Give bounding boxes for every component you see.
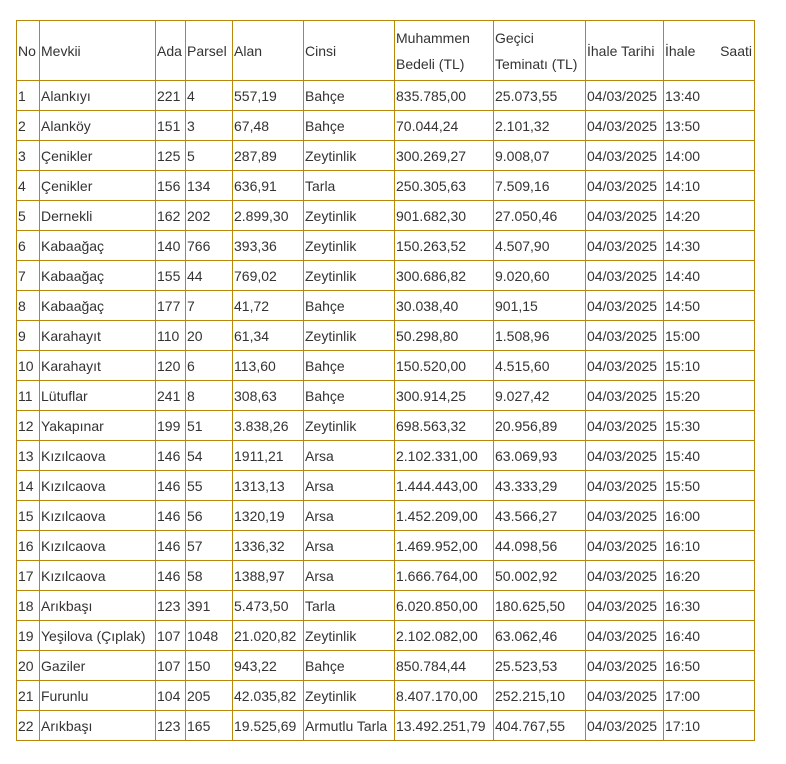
- cell-cinsi: Zeytinlik: [304, 321, 395, 351]
- cell-ada: 120: [156, 351, 186, 381]
- table-row: [17, 291, 755, 321]
- table-row: [17, 201, 755, 231]
- header-ihale-tarihi: İhale Tarihi: [586, 21, 664, 81]
- table-row: [17, 501, 755, 531]
- cell-alan: 308,63: [233, 381, 304, 411]
- cell-mevkii: Alanköy: [40, 111, 156, 141]
- cell-mevkii: Arıkbaşı: [40, 591, 156, 621]
- cell-mevkii: Kızılcaova: [40, 441, 156, 471]
- cell-no: 10: [17, 351, 40, 381]
- cell-no: 17: [17, 561, 40, 591]
- cell-ada: 241: [156, 381, 186, 411]
- cell-alan: 393,36: [233, 231, 304, 261]
- table-row: [17, 171, 755, 201]
- cell-ihale-tarihi: 04/03/2025: [586, 351, 664, 381]
- cell-parsel: 7: [186, 291, 233, 321]
- cell-ada: 151: [156, 111, 186, 141]
- cell-ihale-saati: 16:50: [664, 651, 755, 681]
- cell-cinsi: Arsa: [304, 561, 395, 591]
- cell-cinsi: Bahçe: [304, 381, 395, 411]
- cell-ada: 162: [156, 201, 186, 231]
- cell-cinsi: Zeytinlik: [304, 231, 395, 261]
- cell-gecici-teminati: 63.062,46: [494, 621, 586, 651]
- cell-no: 12: [17, 411, 40, 441]
- cell-parsel: 5: [186, 141, 233, 171]
- cell-gecici-teminati: 44.098,56: [494, 531, 586, 561]
- cell-muhammen-bedeli: 2.102.331,00: [395, 441, 494, 471]
- cell-mevkii: Karahayıt: [40, 351, 156, 381]
- table-row: [17, 591, 755, 621]
- cell-cinsi: Bahçe: [304, 651, 395, 681]
- cell-mevkii: Kabaağaç: [40, 231, 156, 261]
- table-row: [17, 111, 755, 141]
- cell-ada: 146: [156, 531, 186, 561]
- cell-ihale-tarihi: 04/03/2025: [586, 591, 664, 621]
- cell-ihale-saati: 15:40: [664, 441, 755, 471]
- header-cinsi: Cinsi: [304, 21, 395, 81]
- cell-ihale-tarihi: 04/03/2025: [586, 111, 664, 141]
- cell-gecici-teminati: 50.002,92: [494, 561, 586, 591]
- cell-parsel: 202: [186, 201, 233, 231]
- cell-cinsi: Zeytinlik: [304, 201, 395, 231]
- cell-ihale-tarihi: 04/03/2025: [586, 651, 664, 681]
- cell-ihale-saati: 16:30: [664, 591, 755, 621]
- cell-alan: 61,34: [233, 321, 304, 351]
- cell-mevkii: Kızılcaova: [40, 471, 156, 501]
- header-no: No: [17, 21, 40, 81]
- cell-cinsi: Arsa: [304, 531, 395, 561]
- cell-ihale-tarihi: 04/03/2025: [586, 81, 664, 111]
- cell-ihale-saati: 14:50: [664, 291, 755, 321]
- table-row: [17, 141, 755, 171]
- header-gecici-teminati: [494, 21, 586, 81]
- cell-ihale-saati: 14:10: [664, 171, 755, 201]
- cell-mevkii: Alankıyı: [40, 81, 156, 111]
- table-row: [17, 681, 755, 711]
- cell-no: 9: [17, 321, 40, 351]
- cell-ihale-saati: 15:20: [664, 381, 755, 411]
- cell-mevkii: Kabaağaç: [40, 261, 156, 291]
- cell-parsel: 56: [186, 501, 233, 531]
- cell-ihale-tarihi: 04/03/2025: [586, 171, 664, 201]
- cell-gecici-teminati: 27.050,46: [494, 201, 586, 231]
- cell-ada: 107: [156, 651, 186, 681]
- cell-alan: 557,19: [233, 81, 304, 111]
- cell-muhammen-bedeli: 901.682,30: [395, 201, 494, 231]
- table-row: [17, 321, 755, 351]
- table-row: [17, 561, 755, 591]
- cell-mevkii: Yeşilova (Çıplak): [40, 621, 156, 651]
- cell-gecici-teminati: 9.008,07: [494, 141, 586, 171]
- cell-muhammen-bedeli: 250.305,63: [395, 171, 494, 201]
- cell-alan: 1388,97: [233, 561, 304, 591]
- table-header-row: [17, 21, 755, 81]
- cell-no: 13: [17, 441, 40, 471]
- cell-parsel: 20: [186, 321, 233, 351]
- table-row: [17, 381, 755, 411]
- cell-parsel: 6: [186, 351, 233, 381]
- cell-gecici-teminati: 43.566,27: [494, 501, 586, 531]
- table-row: [17, 411, 755, 441]
- cell-cinsi: Arsa: [304, 471, 395, 501]
- cell-no: 5: [17, 201, 40, 231]
- cell-parsel: 57: [186, 531, 233, 561]
- cell-parsel: 165: [186, 711, 233, 741]
- cell-gecici-teminati: 404.767,55: [494, 711, 586, 741]
- cell-gecici-teminati: 43.333,29: [494, 471, 586, 501]
- cell-gecici-teminati: 4.515,60: [494, 351, 586, 381]
- cell-muhammen-bedeli: 1.666.764,00: [395, 561, 494, 591]
- cell-ada: 221: [156, 81, 186, 111]
- cell-ihale-saati: 14:30: [664, 231, 755, 261]
- header-parsel: Parsel: [186, 21, 233, 81]
- cell-alan: 21.020,82: [233, 621, 304, 651]
- cell-mevkii: Kızılcaova: [40, 531, 156, 561]
- cell-ihale-saati: 16:10: [664, 531, 755, 561]
- cell-alan: 1320,19: [233, 501, 304, 531]
- cell-parsel: 134: [186, 171, 233, 201]
- cell-no: 7: [17, 261, 40, 291]
- cell-gecici-teminati: 9.020,60: [494, 261, 586, 291]
- cell-muhammen-bedeli: 300.914,25: [395, 381, 494, 411]
- cell-muhammen-bedeli: 1.469.952,00: [395, 531, 494, 561]
- cell-no: 3: [17, 141, 40, 171]
- cell-gecici-teminati: 25.073,55: [494, 81, 586, 111]
- cell-ada: 146: [156, 561, 186, 591]
- cell-mevkii: Arıkbaşı: [40, 711, 156, 741]
- cell-no: 20: [17, 651, 40, 681]
- cell-ihale-saati: 13:50: [664, 111, 755, 141]
- cell-parsel: 391: [186, 591, 233, 621]
- cell-cinsi: Bahçe: [304, 81, 395, 111]
- cell-ada: 155: [156, 261, 186, 291]
- cell-ihale-saati: 15:00: [664, 321, 755, 351]
- cell-alan: 287,89: [233, 141, 304, 171]
- cell-cinsi: Tarla: [304, 591, 395, 621]
- cell-alan: 5.473,50: [233, 591, 304, 621]
- cell-parsel: 205: [186, 681, 233, 711]
- cell-alan: 113,60: [233, 351, 304, 381]
- cell-muhammen-bedeli: 70.044,24: [395, 111, 494, 141]
- table-row: [17, 351, 755, 381]
- cell-ihale-saati: 14:40: [664, 261, 755, 291]
- cell-parsel: 766: [186, 231, 233, 261]
- cell-no: 1: [17, 81, 40, 111]
- cell-ada: 156: [156, 171, 186, 201]
- cell-cinsi: Bahçe: [304, 291, 395, 321]
- cell-mevkii: Gaziler: [40, 651, 156, 681]
- cell-ihale-tarihi: 04/03/2025: [586, 711, 664, 741]
- cell-ihale-saati: 13:40: [664, 81, 755, 111]
- cell-muhammen-bedeli: 8.407.170,00: [395, 681, 494, 711]
- cell-ada: 110: [156, 321, 186, 351]
- cell-mevkii: Karahayıt: [40, 321, 156, 351]
- header-mevkii: Mevkii: [40, 21, 156, 81]
- cell-cinsi: Zeytinlik: [304, 411, 395, 441]
- cell-muhammen-bedeli: 30.038,40: [395, 291, 494, 321]
- cell-alan: 3.838,26: [233, 411, 304, 441]
- table-row: [17, 651, 755, 681]
- cell-muhammen-bedeli: 50.298,80: [395, 321, 494, 351]
- cell-parsel: 44: [186, 261, 233, 291]
- cell-cinsi: Zeytinlik: [304, 141, 395, 171]
- cell-gecici-teminati: 25.523,53: [494, 651, 586, 681]
- cell-alan: 1911,21: [233, 441, 304, 471]
- cell-gecici-teminati: 63.069,93: [494, 441, 586, 471]
- table-row: [17, 231, 755, 261]
- header-saati-line2: Saati: [720, 42, 752, 59]
- cell-mevkii: Dernekli: [40, 201, 156, 231]
- cell-ihale-tarihi: 04/03/2025: [586, 441, 664, 471]
- cell-ada: 125: [156, 141, 186, 171]
- cell-no: 2: [17, 111, 40, 141]
- cell-ihale-tarihi: 04/03/2025: [586, 621, 664, 651]
- cell-cinsi: Zeytinlik: [304, 681, 395, 711]
- header-muhammen-line2: Bedeli (TL): [396, 55, 465, 72]
- header-muhammen-bedeli: [395, 21, 494, 81]
- cell-ihale-tarihi: 04/03/2025: [586, 141, 664, 171]
- cell-alan: 67,48: [233, 111, 304, 141]
- cell-ihale-saati: 15:10: [664, 351, 755, 381]
- cell-cinsi: Zeytinlik: [304, 621, 395, 651]
- header-gecici-line1: Geçici: [495, 29, 534, 46]
- cell-alan: 41,72: [233, 291, 304, 321]
- cell-ihale-tarihi: 04/03/2025: [586, 471, 664, 501]
- cell-alan: 42.035,82: [233, 681, 304, 711]
- cell-ihale-tarihi: 04/03/2025: [586, 231, 664, 261]
- cell-cinsi: Arsa: [304, 501, 395, 531]
- cell-cinsi: Arsa: [304, 441, 395, 471]
- header-saati-line1: İhale: [665, 42, 696, 59]
- table-row: [17, 531, 755, 561]
- cell-ihale-saati: 16:00: [664, 501, 755, 531]
- table-row: [17, 711, 755, 741]
- cell-cinsi: Zeytinlik: [304, 261, 395, 291]
- cell-gecici-teminati: 1.508,96: [494, 321, 586, 351]
- cell-ihale-tarihi: 04/03/2025: [586, 561, 664, 591]
- table-row: [17, 81, 755, 111]
- cell-muhammen-bedeli: 850.784,44: [395, 651, 494, 681]
- cell-ihale-tarihi: 04/03/2025: [586, 201, 664, 231]
- auction-table: [16, 20, 755, 741]
- cell-ihale-tarihi: 04/03/2025: [586, 321, 664, 351]
- cell-ada: 104: [156, 681, 186, 711]
- cell-parsel: 55: [186, 471, 233, 501]
- cell-mevkii: Lütuflar: [40, 381, 156, 411]
- cell-muhammen-bedeli: 1.444.443,00: [395, 471, 494, 501]
- cell-ihale-saati: 16:20: [664, 561, 755, 591]
- cell-muhammen-bedeli: 835.785,00: [395, 81, 494, 111]
- table-body: [17, 81, 755, 741]
- cell-mevkii: Çenikler: [40, 141, 156, 171]
- cell-ada: 123: [156, 591, 186, 621]
- cell-parsel: 150: [186, 651, 233, 681]
- cell-no: 18: [17, 591, 40, 621]
- cell-mevkii: Furunlu: [40, 681, 156, 711]
- cell-muhammen-bedeli: 150.263,52: [395, 231, 494, 261]
- cell-no: 14: [17, 471, 40, 501]
- cell-parsel: 54: [186, 441, 233, 471]
- cell-muhammen-bedeli: 300.269,27: [395, 141, 494, 171]
- cell-ada: 123: [156, 711, 186, 741]
- cell-ada: 107: [156, 621, 186, 651]
- cell-alan: 636,91: [233, 171, 304, 201]
- cell-alan: 769,02: [233, 261, 304, 291]
- cell-ihale-saati: 15:50: [664, 471, 755, 501]
- cell-gecici-teminati: 20.956,89: [494, 411, 586, 441]
- cell-gecici-teminati: 901,15: [494, 291, 586, 321]
- cell-no: 11: [17, 381, 40, 411]
- cell-no: 8: [17, 291, 40, 321]
- cell-alan: 1336,32: [233, 531, 304, 561]
- cell-gecici-teminati: 180.625,50: [494, 591, 586, 621]
- cell-muhammen-bedeli: 698.563,32: [395, 411, 494, 441]
- cell-mevkii: Kabaağaç: [40, 291, 156, 321]
- auction-table-container: [16, 20, 755, 741]
- cell-mevkii: Kızılcaova: [40, 561, 156, 591]
- cell-ihale-tarihi: 04/03/2025: [586, 681, 664, 711]
- header-gecici-line2: Teminatı (TL): [495, 55, 578, 72]
- cell-ihale-tarihi: 04/03/2025: [586, 531, 664, 561]
- cell-no: 21: [17, 681, 40, 711]
- cell-parsel: 8: [186, 381, 233, 411]
- header-muhammen-line1: Muhammen: [396, 29, 470, 46]
- table-row: [17, 621, 755, 651]
- cell-ada: 140: [156, 231, 186, 261]
- cell-gecici-teminati: 2.101,32: [494, 111, 586, 141]
- cell-parsel: 1048: [186, 621, 233, 651]
- cell-gecici-teminati: 4.507,90: [494, 231, 586, 261]
- cell-parsel: 4: [186, 81, 233, 111]
- cell-gecici-teminati: 9.027,42: [494, 381, 586, 411]
- cell-muhammen-bedeli: 150.520,00: [395, 351, 494, 381]
- cell-alan: 19.525,69: [233, 711, 304, 741]
- header-ihale-saati: [664, 21, 755, 81]
- cell-gecici-teminati: 252.215,10: [494, 681, 586, 711]
- cell-ihale-saati: 17:10: [664, 711, 755, 741]
- cell-alan: 943,22: [233, 651, 304, 681]
- cell-mevkii: Yakapınar: [40, 411, 156, 441]
- cell-cinsi: Tarla: [304, 171, 395, 201]
- cell-alan: 2.899,30: [233, 201, 304, 231]
- header-ada: Ada: [156, 21, 186, 81]
- cell-ihale-saati: 15:30: [664, 411, 755, 441]
- cell-no: 6: [17, 231, 40, 261]
- cell-no: 16: [17, 531, 40, 561]
- cell-ihale-saati: 16:40: [664, 621, 755, 651]
- cell-muhammen-bedeli: 2.102.082,00: [395, 621, 494, 651]
- cell-parsel: 51: [186, 411, 233, 441]
- cell-parsel: 3: [186, 111, 233, 141]
- cell-no: 15: [17, 501, 40, 531]
- header-alan: Alan: [233, 21, 304, 81]
- cell-ada: 199: [156, 411, 186, 441]
- cell-cinsi: Bahçe: [304, 111, 395, 141]
- cell-gecici-teminati: 7.509,16: [494, 171, 586, 201]
- cell-parsel: 58: [186, 561, 233, 591]
- cell-ihale-saati: 14:00: [664, 141, 755, 171]
- cell-ada: 146: [156, 441, 186, 471]
- cell-ihale-tarihi: 04/03/2025: [586, 261, 664, 291]
- cell-ada: 146: [156, 471, 186, 501]
- cell-ada: 146: [156, 501, 186, 531]
- table-row: [17, 471, 755, 501]
- cell-ihale-tarihi: 04/03/2025: [586, 291, 664, 321]
- cell-alan: 1313,13: [233, 471, 304, 501]
- cell-muhammen-bedeli: 13.492.251,79: [395, 711, 494, 741]
- cell-ihale-saati: 14:20: [664, 201, 755, 231]
- cell-cinsi: Armutlu Tarla: [304, 711, 395, 741]
- cell-mevkii: Çenikler: [40, 171, 156, 201]
- cell-muhammen-bedeli: 6.020.850,00: [395, 591, 494, 621]
- cell-ihale-tarihi: 04/03/2025: [586, 501, 664, 531]
- cell-no: 19: [17, 621, 40, 651]
- cell-ihale-tarihi: 04/03/2025: [586, 411, 664, 441]
- cell-mevkii: Kızılcaova: [40, 501, 156, 531]
- table-row: [17, 441, 755, 471]
- cell-ada: 177: [156, 291, 186, 321]
- cell-no: 4: [17, 171, 40, 201]
- cell-muhammen-bedeli: 300.686,82: [395, 261, 494, 291]
- cell-ihale-saati: 17:00: [664, 681, 755, 711]
- table-row: [17, 261, 755, 291]
- cell-ihale-tarihi: 04/03/2025: [586, 381, 664, 411]
- cell-muhammen-bedeli: 1.452.209,00: [395, 501, 494, 531]
- cell-no: 22: [17, 711, 40, 741]
- cell-cinsi: Bahçe: [304, 351, 395, 381]
